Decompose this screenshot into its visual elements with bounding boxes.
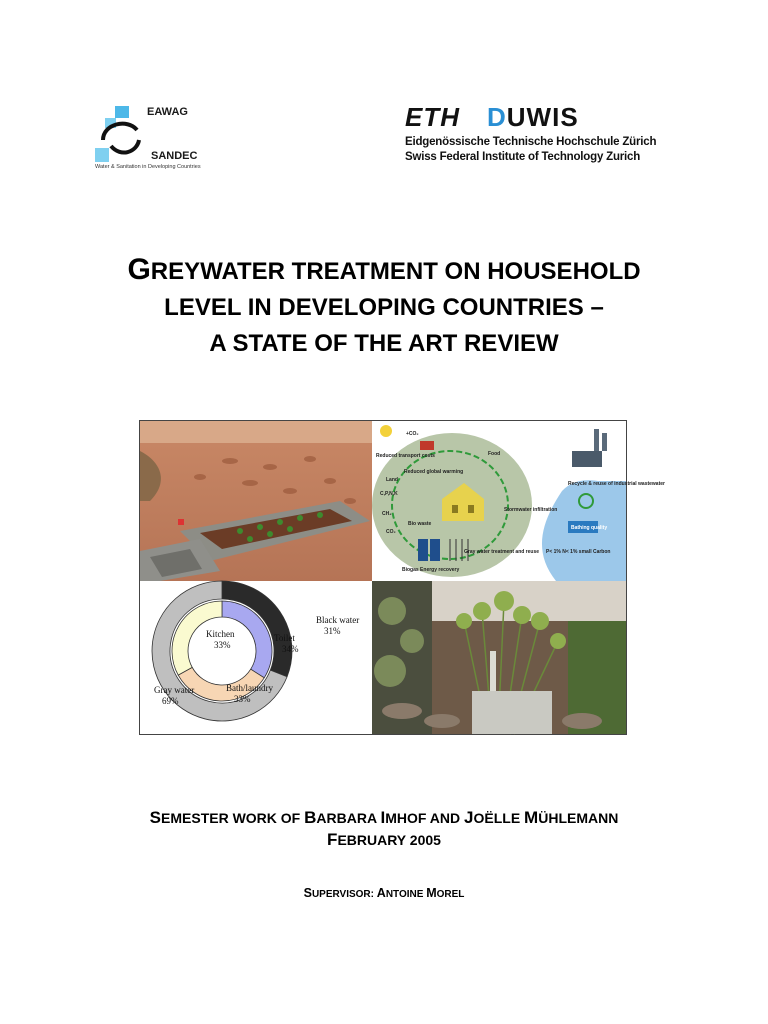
- sandec-tagline: Water & Sanitation in Developing Countries: [95, 164, 201, 170]
- svg-text:CH₄: CH₄: [382, 511, 392, 517]
- toilet-label: Toilet: [274, 633, 295, 643]
- svg-text:+CO₂: +CO₂: [406, 431, 419, 437]
- svg-text:Land: Land: [386, 477, 398, 483]
- tractor-icon: [420, 441, 434, 450]
- black-water-value: 31%: [324, 626, 341, 636]
- greywater-donut-chart: [140, 581, 372, 734]
- gray-water-value: 69%: [162, 696, 179, 706]
- document-title: [40, 252, 728, 362]
- eawag-label: EAWAG: [147, 106, 188, 118]
- sandec-label: SANDEC: [151, 150, 198, 162]
- eth-name-german: Eidgenössische Technische Hochschule Zürich: [405, 136, 657, 148]
- eawag-sandec-logo: [93, 100, 213, 174]
- toilet-value: 34%: [282, 644, 299, 654]
- duwis-wordmark: DUWIS: [487, 102, 579, 132]
- photo-papyrus-garden: [372, 581, 626, 734]
- eth-wordmark: ETH: [405, 102, 460, 132]
- black-water-label: Black water: [316, 615, 360, 625]
- sun-icon: [380, 425, 392, 437]
- photo-treatment-bed: [140, 421, 372, 581]
- title-line-1: GREYWATER TREATMENT ON HOUSEHOLD: [127, 253, 641, 286]
- title-line-2: LEVEL IN DEVELOPING COUNTRIES –: [164, 294, 604, 321]
- svg-text:Recycle & reuse of industrial: Recycle & reuse of industrial wastewater: [568, 481, 665, 487]
- svg-text:Biogas Energy recovery: Biogas Energy recovery: [402, 567, 460, 573]
- bath-laundry-value: 33%: [234, 694, 251, 704]
- authors-line: SEMESTER WORK OF BARBARA IMHOF AND JOËLLE MÜHLEMANN: [149, 808, 619, 827]
- svg-text:Stormwater infiltration: Stormwater infiltration: [504, 507, 558, 513]
- supervisor-line: SUPERVISOR: ANTOINE MOREL: [303, 886, 465, 900]
- factory-icon: [572, 451, 602, 467]
- svg-text:Bio waste: Bio waste: [408, 521, 432, 527]
- eth-duwis-logo: [405, 102, 675, 172]
- cover-collage: [139, 420, 665, 735]
- date-line: FEBRUARY 2005: [327, 830, 441, 849]
- svg-text:P< 1% N< 1% small Carbon: P< 1% N< 1% small Carbon: [546, 549, 611, 555]
- donut-chart-svg: [140, 581, 372, 734]
- bath-laundry-label: Bath/laundry: [226, 683, 273, 693]
- title-line-3: A STATE OF THE ART REVIEW: [209, 330, 559, 357]
- svg-text:Reduced transport costs: Reduced transport costs: [376, 453, 435, 459]
- cycle-diagram: [372, 421, 665, 581]
- kitchen-value: 33%: [214, 640, 231, 650]
- svg-text:Bathing quality: Bathing quality: [571, 525, 608, 531]
- eth-name-english: Swiss Federal Institute of Technology Zurich: [405, 151, 641, 163]
- svg-text:CO₂: CO₂: [386, 529, 396, 535]
- gray-water-label: Gray water: [154, 685, 195, 695]
- svg-text:Gray water treatment and reuse: Gray water treatment and reuse: [464, 549, 540, 555]
- kitchen-label: Kitchen: [206, 629, 235, 639]
- svg-text:Food: Food: [488, 451, 501, 457]
- svg-text:Reduced global warming: Reduced global warming: [404, 469, 464, 475]
- svg-text:C,P,N,K: C,P,N,K: [380, 491, 398, 497]
